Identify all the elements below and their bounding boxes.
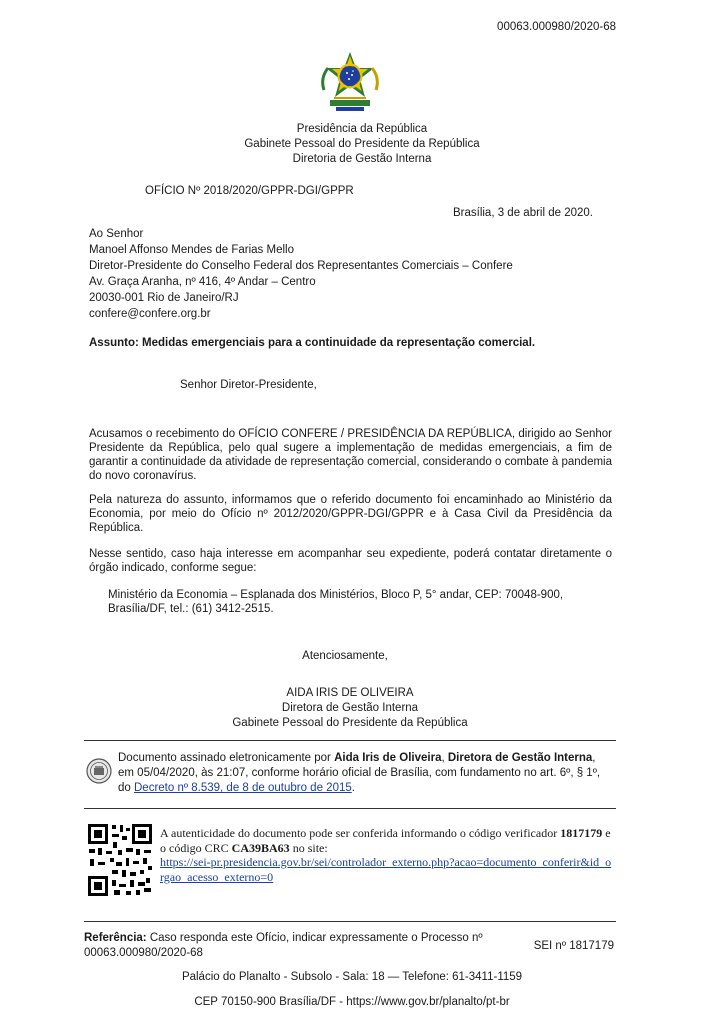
header-line-1: Presidência da República <box>296 123 428 135</box>
header-line-3: Diretoria de Gestão Interna <box>292 153 432 165</box>
coat-of-arms-icon <box>316 50 384 118</box>
body-paragraph-4: Ministério da Economia – Esplanada dos Ministérios, Bloco P, 5° andar, CEP: 70048-900, Brasília/DF, tel.: (61) 3412-2515. <box>108 589 564 615</box>
document-date: Brasília, 3 de abril de 2020. <box>452 207 593 219</box>
signature-title: Diretora de Gestão Interna <box>281 702 419 714</box>
greeting: Senhor Diretor-Presidente, <box>180 379 317 391</box>
recipient-address-2: 20030-001 Rio de Janeiro/RJ <box>89 292 239 304</box>
body-paragraph-1: Acusamos o recebimento do OFÍCIO CONFERE / PRESIDÊNCIA DA REPÚBLICA, dirigido ao Senhor Presidente da República, pelo qual sugere a implementação de medidas emergenciais, a fim de garantir a continuidade da atividade de representação comercial, considerando o combate à pandemia do novo coronavírus. <box>89 428 612 482</box>
electronic-signature-text: Documento assinado eletronicamente por Aida Iris de Oliveira, Diretora de Gestão Interna, em 05/04/2020, às 21:07, conforme horário oficial de Brasília, com fundamento no art. 6º, § 1º, do Decreto nº 8.539, de 8 de outubro de 2015. <box>118 752 601 794</box>
recipient-name: Manoel Affonso Mendes de Farias Mello <box>89 244 294 256</box>
signature-name: AIDA IRIS DE OLIVEIRA <box>286 687 414 699</box>
closing: Atenciosamente, <box>302 650 388 662</box>
footer-address-line-1: Palácio do Planalto - Subsolo - Sala: 18 — Telefone: 61-3411-1159 <box>181 971 523 983</box>
recipient-address-1: Av. Graça Aranha, nº 416, 4º Andar – Centro <box>89 276 316 288</box>
sei-number: SEI nº 1817179 <box>533 940 614 952</box>
decree-link[interactable]: Decreto nº 8.539, de 8 de outubro de 2015 <box>134 782 352 794</box>
subject-line: Assunto: Medidas emergenciais para a continuidade da representação comercial. <box>89 337 536 349</box>
qr-code-icon <box>86 822 154 898</box>
verification-text: A autenticidade do documento pode ser conferida informando o código verificador 1817179 e o código CRC CA39BA63 no site: https://sei-pr.presidencia.gov.br/sei/controlador_externo.php?acao=documento_conferir&id_orgao_acesso_externo=0 <box>160 826 614 884</box>
body-paragraph-2: Pela natureza do assunto, informamos que o referido documento foi encaminhado ao Ministério da Economia, por meio do Ofício nº 2012/2020/GPPR-DGI/GPPR e à Casa Civil da Presidência da República. <box>89 494 612 534</box>
process-number: 00063.000980/2020-68 <box>497 21 616 33</box>
verification-url-link[interactable]: https://sei-pr.presidencia.gov.br/sei/controlador_externo.php?acao=documento_conferir&id_orgao_acesso_externo=0 <box>160 855 612 884</box>
recipient-role: Diretor-Presidente do Conselho Federal dos Representantes Comerciais – Confere <box>89 260 513 272</box>
divider-middle <box>84 808 616 809</box>
divider-bottom <box>84 921 616 922</box>
divider-top <box>84 740 616 741</box>
footer-reference: Referência: Caso responda este Ofício, indicar expressamente o Processo nº 00063.000980/2020-68 <box>84 932 483 959</box>
body-paragraph-3: Nesse sentido, caso haja interesse em acompanhar seu expediente, poderá contatar diretamente o órgão indicado, conforme segue: <box>89 548 612 574</box>
footer-address-line-2: CEP 70150-900 Brasília/DF - https://www.gov.br/planalto/pt-br <box>194 996 510 1008</box>
signature-org: Gabinete Pessoal do Presidente da República <box>232 717 468 729</box>
sei-seal-icon <box>86 758 112 784</box>
recipient-salutation: Ao Senhor <box>89 228 144 240</box>
header-line-2: Gabinete Pessoal do Presidente da República <box>244 138 480 150</box>
oficio-number: OFÍCIO Nº 2018/2020/GPPR-DGI/GPPR <box>145 185 354 197</box>
recipient-email: confere@confere.org.br <box>89 308 211 320</box>
